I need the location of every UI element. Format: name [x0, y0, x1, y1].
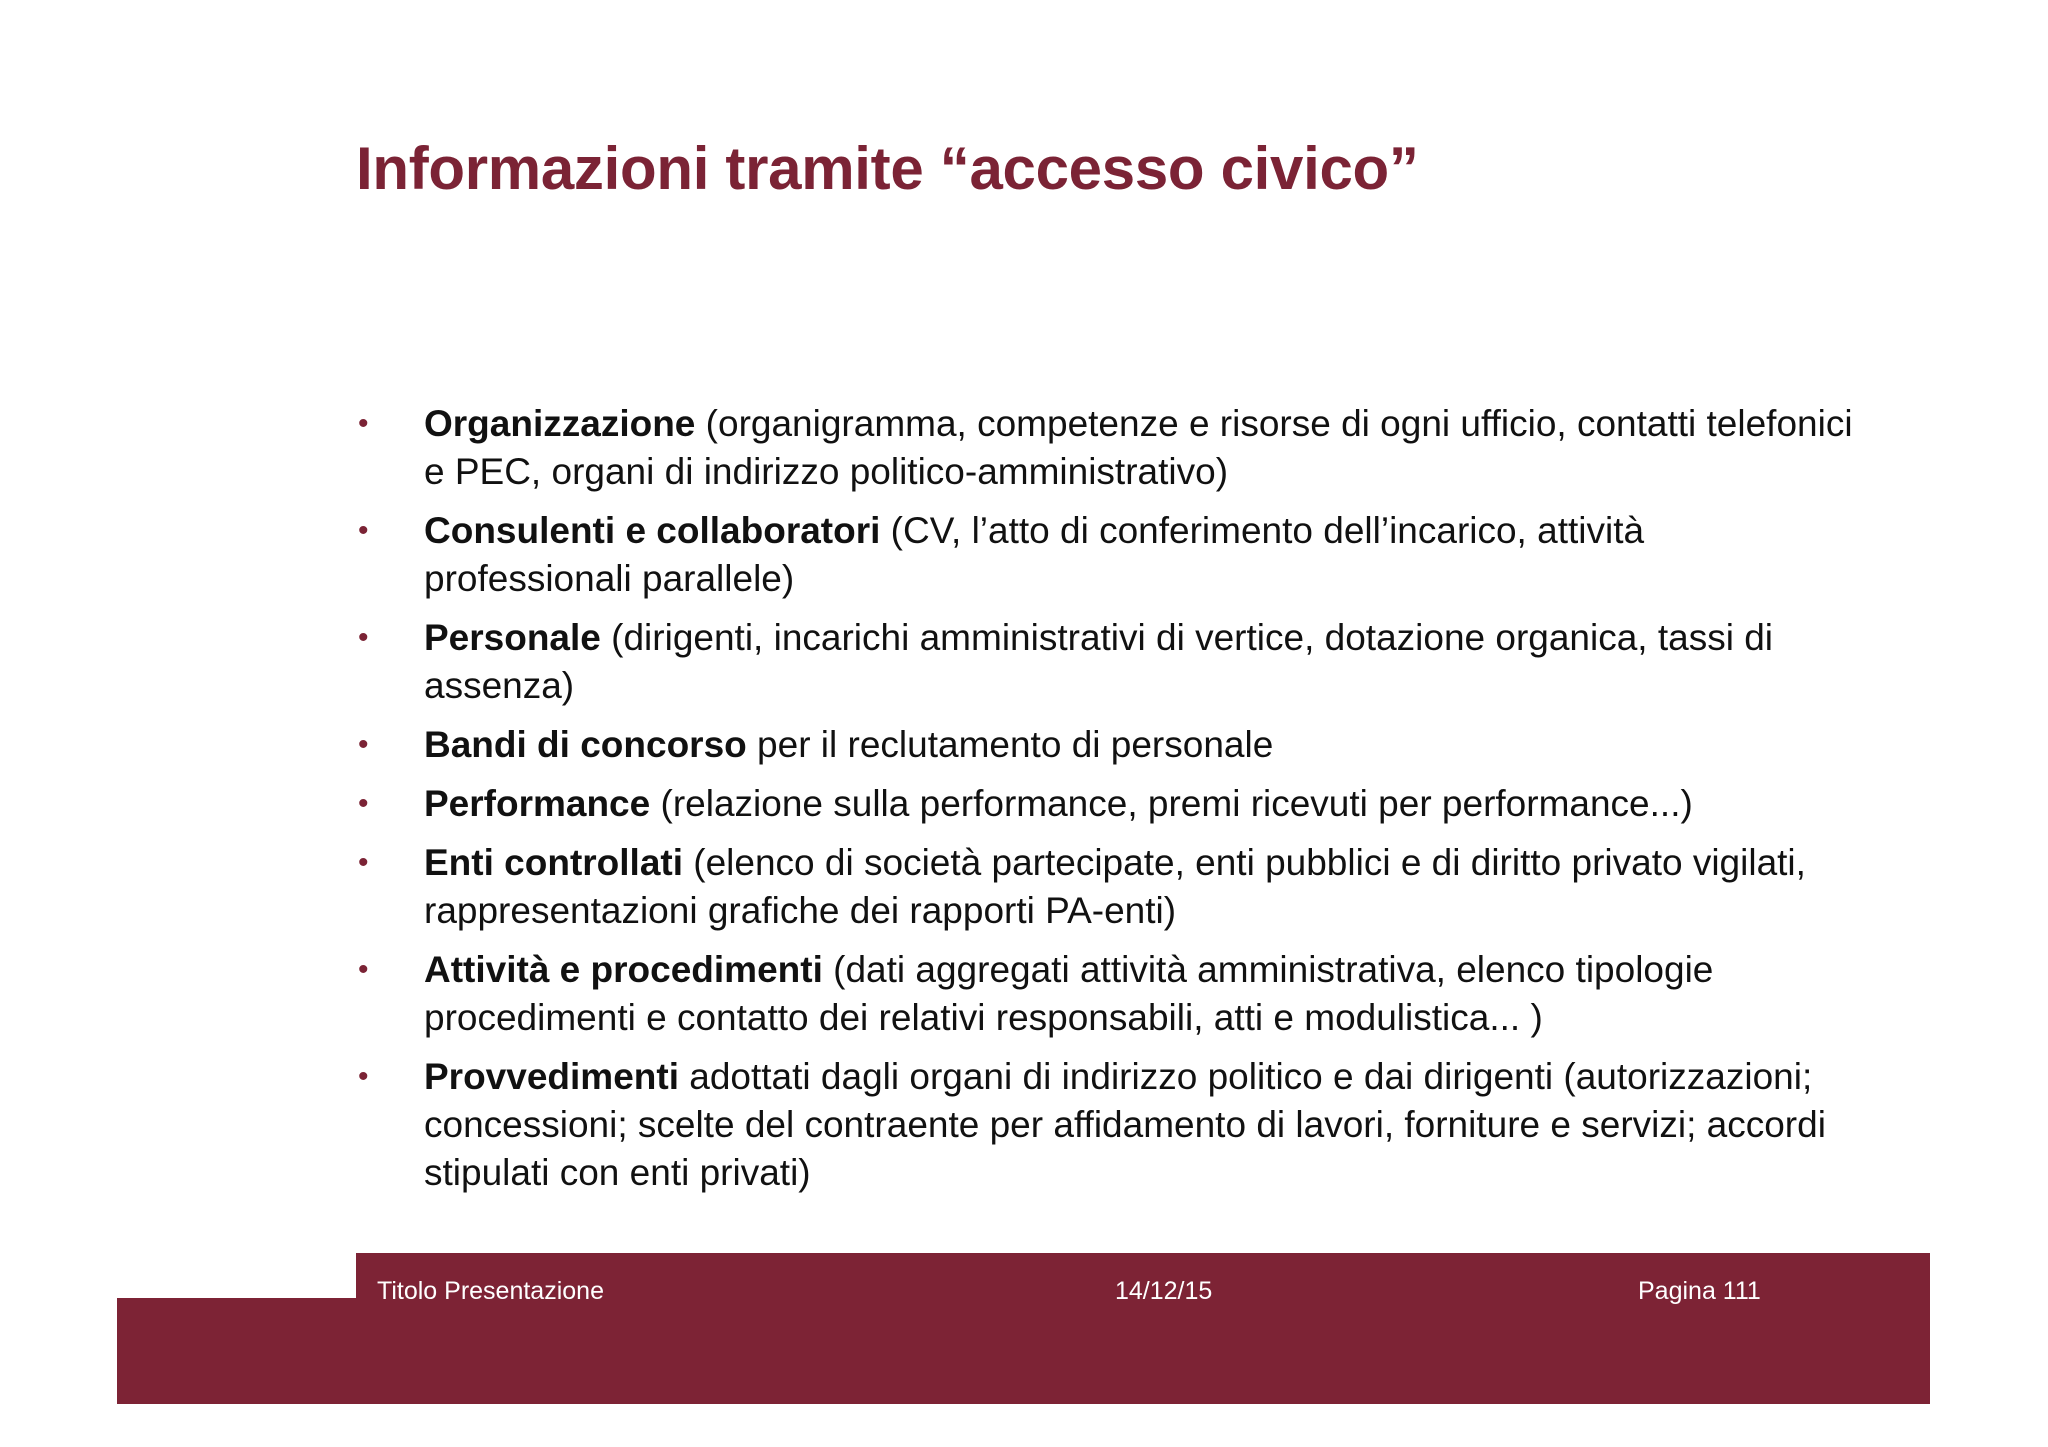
bullet-lead: Consulenti e collaboratori	[424, 510, 881, 551]
bullet-dot-icon: •	[358, 787, 369, 820]
bullet-text: (dirigenti, incarichi amministrativi di vertice, dotazione organica, tassi di assenza)	[424, 617, 1774, 706]
footer-title: Titolo Presentazione	[377, 1277, 604, 1305]
bullet-text: adottati dagli organi di indirizzo politico e dai dirigenti (autorizzazioni; concessioni; scelte del contraente per affidamento di lavori, forniture e servizi; accordi stipulati con enti privati)	[424, 1056, 1826, 1193]
bullet-dot-icon: •	[358, 728, 369, 761]
bullet-lead: Organizzazione	[424, 403, 696, 444]
bullet-list	[356, 400, 1856, 1208]
bullet-item-attivita	[356, 946, 1856, 1042]
bullet-item-provvedimenti	[356, 1053, 1856, 1197]
bullet-dot-icon: •	[358, 621, 369, 654]
bullet-text: per il reclutamento di personale	[746, 724, 1274, 765]
bullet-text: (CV, l’atto di conferimento dell’incarico, attività professionali parallele)	[424, 510, 1645, 599]
bullet-lead: Personale	[424, 617, 601, 658]
bullet-item-consulenti	[356, 507, 1856, 603]
bullet-lead: Performance	[424, 783, 651, 824]
bullet-item-personale	[356, 614, 1856, 710]
bullet-dot-icon: •	[358, 407, 369, 440]
bullet-item-performance	[356, 780, 1856, 828]
bullet-dot-icon: •	[358, 953, 369, 986]
bullet-item-enti	[356, 839, 1856, 935]
bullet-dot-icon: •	[358, 1060, 369, 1093]
bullet-text: (relazione sulla performance, premi ricevuti per performance...)	[650, 783, 1693, 824]
bullet-lead: Bandi di concorso	[424, 724, 747, 765]
bullet-dot-icon: •	[358, 514, 369, 547]
bullet-lead: Provvedimenti	[424, 1056, 679, 1097]
bullet-text: (organigramma, competenze e risorse di ogni ufficio, contatti telefonici e PEC, organi di indirizzo politico-amministrativo)	[424, 403, 1853, 492]
bullet-item-bandi	[356, 721, 1856, 769]
footer-date: 14/12/15	[1115, 1277, 1213, 1305]
bullet-item-organizzazione	[356, 400, 1856, 496]
slide-title: Informazioni tramite “accesso civico”	[356, 135, 1419, 202]
bullet-dot-icon: •	[358, 846, 369, 879]
bullet-lead: Enti controllati	[424, 842, 683, 883]
bullet-text: (dati aggregati attività amministrativa, elenco tipologie procedimenti e contatto dei relativi responsabili, atti e modulistica... )	[424, 949, 1714, 1038]
footer-page-number: Pagina 111	[1638, 1277, 1761, 1305]
bullet-lead: Attività e procedimenti	[424, 949, 823, 990]
bullet-text: (elenco di società partecipate, enti pubblici e di diritto privato vigilati, rappresentazioni grafiche dei rapporti PA-enti)	[424, 842, 1806, 931]
